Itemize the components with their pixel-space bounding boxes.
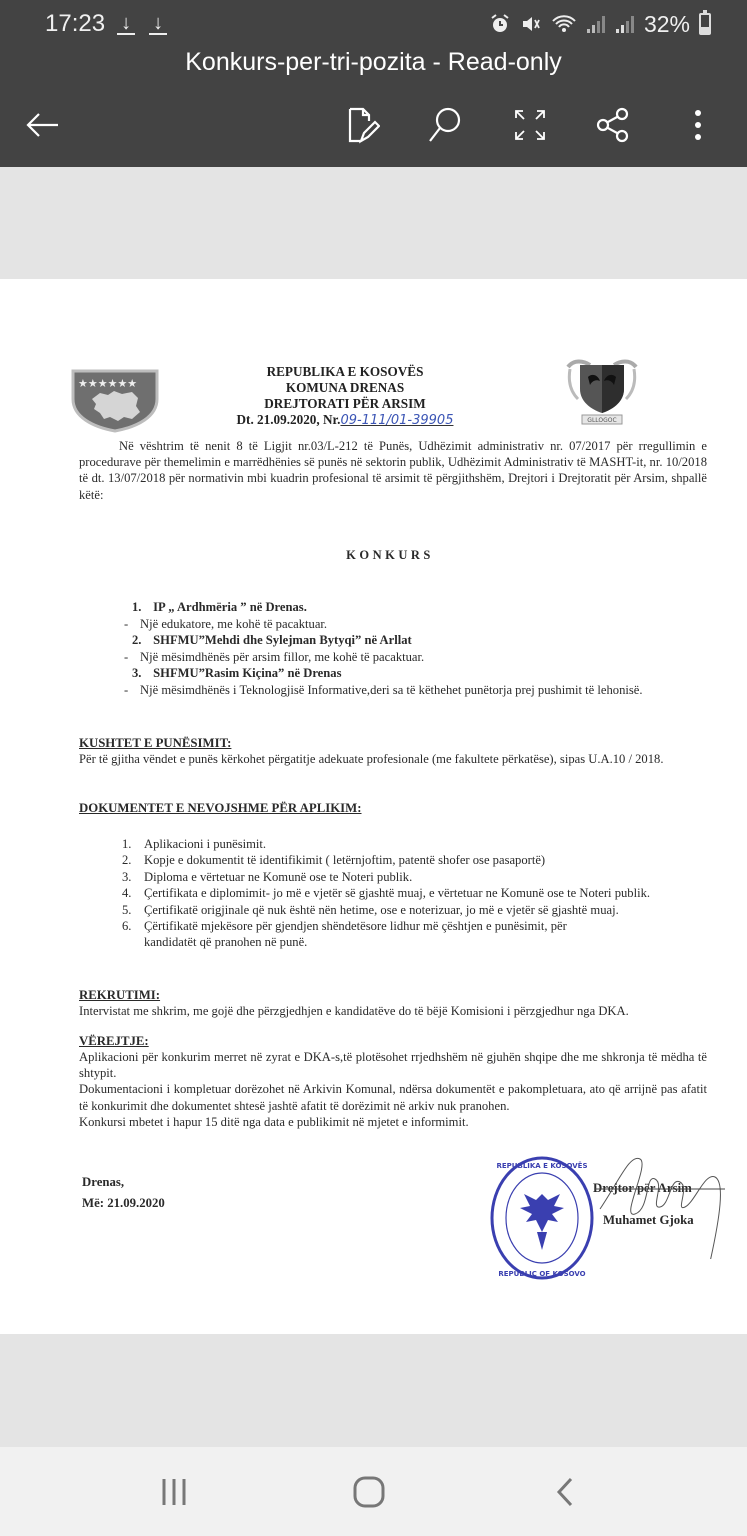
conditions-section xyxy=(79,735,707,767)
notes-paragraph: Konkursi mbetet i hapur 15 ditë nga data e publikimit në mjetet e informimit. xyxy=(79,1114,469,1129)
documents-list-item: 2. Kopje e dokumentit të identifikimit ( letërnjoftim, patentë shofer ose pasaportë) xyxy=(122,853,546,868)
documents-heading: DOKUMENTET E NEVOJSHME PËR APLIKIM: xyxy=(79,801,362,815)
home-icon xyxy=(352,1475,386,1509)
documents-list-item: 6. Çërtifikatë mjekësore për gjendjen shëndetësore lidhur më çështjen e punësimit, për kandidatët që pranohen në punë. xyxy=(122,919,567,950)
document-viewer[interactable] xyxy=(0,167,747,1447)
download-icon: ↓ xyxy=(117,13,135,35)
more-options-icon xyxy=(693,108,703,142)
recent-apps-button[interactable] xyxy=(145,1467,205,1517)
municipality-crest-logo xyxy=(564,357,640,427)
conditions-text: Për të gjitha vëndet e punës kërkohet përgatitje adekuate profesionale (me fakultete përkatëse), sipas U.A.10 / 2018. xyxy=(79,752,664,766)
toolbar xyxy=(0,100,747,150)
status-time: 17:23 xyxy=(45,10,106,37)
svg-text:GLLOGOC: GLLOGOC xyxy=(587,417,617,424)
kosovo-coat-of-arms-logo xyxy=(70,367,160,433)
vibrate-mute-icon xyxy=(520,13,542,35)
battery-percent: 32% xyxy=(643,10,690,37)
back-button[interactable] xyxy=(17,100,67,150)
recent-apps-icon xyxy=(160,1477,190,1507)
konkurs-title: KONKURS xyxy=(346,548,434,562)
notes-paragraph: Dokumentacioni i kompletuar dorëzohet në Arkivin Komunal, ndërsa dokumentët e pakompletuara, ato që arrijnë pas afatit të konkurimit dhe dokumentet shtesë jashtë afatit të dorëzimit në arkiv nuk pranohen. xyxy=(79,1082,707,1113)
documents-list xyxy=(79,836,709,951)
positions-list xyxy=(79,599,709,698)
header-date-number xyxy=(200,412,490,429)
document-page xyxy=(0,279,747,1334)
place-date-block xyxy=(82,1172,165,1214)
documents-list-item: 3. Diploma e vërtetuar ne Komunë ose te Noteri publik. xyxy=(122,869,413,884)
download-icon: ↓ xyxy=(149,13,167,35)
svg-text:REPUBLIC OF KOSOVO: REPUBLIC OF KOSOVO xyxy=(498,1270,586,1278)
notes-paragraph: Aplikacioni për konkurim merret në zyrat e DKA-s,të plotësohet rrjedhshëm në gjuhën shqipe dhe me shkronja të mëdha të shtypit. xyxy=(79,1050,707,1081)
share-button[interactable] xyxy=(588,100,638,150)
header-republic: REPUBLIKA E KOSOVËS xyxy=(266,364,424,379)
documents-list-item: 5. Çertifikatë origjinale që nuk është nën hetime, ose e noterizuar, jo më e vjetër së gjashtë muaj. xyxy=(122,902,619,917)
wifi-icon xyxy=(551,13,577,35)
document-header xyxy=(200,364,490,429)
search-button[interactable] xyxy=(420,100,470,150)
header-municipality: KOMUNA DRENAS xyxy=(285,380,405,395)
position-description: - Një mësimdhënës për arsim fillor, me kohë të pacaktuar. xyxy=(124,649,425,664)
home-button[interactable] xyxy=(339,1467,399,1517)
svg-text:REPUBLIKA E KOSOVËS: REPUBLIKA E KOSOVËS xyxy=(496,1162,588,1170)
document-title: Konkurs-per-tri-pozita - Read-only xyxy=(185,48,562,76)
position-title: 1. IP „ Ardhmëria ” në Drenas. xyxy=(132,600,307,614)
signatory-name: Muhamet Gjoka xyxy=(603,1213,694,1227)
alarm-icon xyxy=(489,13,511,35)
recruitment-section xyxy=(79,987,707,1019)
battery-icon xyxy=(699,13,711,35)
documents-list-item: 4. Çertifikata e diplomimit- jo më e vjetër së gjashtë muaj, e vërtetuar ne Komunë ose te Noteri publik. xyxy=(122,886,651,901)
more-options-button[interactable] xyxy=(673,100,723,150)
position-item xyxy=(79,665,709,698)
fullscreen-button[interactable] xyxy=(505,100,555,150)
status-bar xyxy=(45,8,711,40)
header-date: Dt. 21.09.2020, Nr. xyxy=(236,412,341,427)
share-icon xyxy=(595,107,631,143)
edit-document-icon xyxy=(346,106,380,144)
header-directorate: DREJTORATI PËR ARSIM xyxy=(264,396,426,411)
svg-text:★★★★★★: ★★★★★★ xyxy=(78,377,138,390)
app-bar xyxy=(0,0,747,167)
handwritten-signature xyxy=(590,1149,740,1259)
system-navigation-bar xyxy=(0,1447,747,1536)
status-icons xyxy=(489,11,711,38)
back-nav-icon xyxy=(555,1476,575,1508)
position-description: - Një mësimdhënës i Teknologjisë Informative,deri sa të këthehet punëtorja prej pushimit të lehonisë. xyxy=(124,682,643,697)
back-icon xyxy=(24,110,60,140)
handwritten-protocol-number: 09-111/01-39905 xyxy=(340,413,454,428)
search-icon xyxy=(427,106,463,144)
position-title: 2. SHFMU”Mehdi dhe Sylejman Bytyqi” në Arllat xyxy=(132,633,412,647)
signal-icon xyxy=(586,13,606,35)
notes-heading: VËREJTJE: xyxy=(79,1034,149,1048)
place: Drenas, xyxy=(82,1175,125,1189)
documents-list-item: 1. Aplikacioni i punësimit. xyxy=(122,837,267,851)
official-stamp xyxy=(487,1154,597,1282)
signal-icon xyxy=(615,13,635,35)
back-nav-button[interactable] xyxy=(535,1467,595,1517)
position-description: - Një edukatore, me kohë të pacaktuar. xyxy=(124,616,328,631)
fullscreen-icon xyxy=(513,108,547,142)
notes-section xyxy=(79,1033,707,1130)
intro-paragraph: Në vështrim të nenit 8 të Ligjit nr.03/L-212 të Punës, Udhëzimit administrativ nr. 07/2017 për rregullimin e procedurave për themelimin e marrëdhënies së punës në sektorin publik, Udhëzimit Administrativ të MASHT-it, nr. 10/2018 të dt. 13/07/2018 për normativin mbi kuadrin profesional të arsimit të përgjithshëm, Drejtori i Drejtoratit për Arsim, shpallë këtë: xyxy=(79,439,707,502)
date: Më: 21.09.2020 xyxy=(82,1196,165,1210)
conditions-heading: KUSHTET E PUNËSIMIT: xyxy=(79,736,232,750)
position-item xyxy=(79,599,709,632)
position-item xyxy=(79,632,709,665)
recruitment-text: Intervistat me shkrim, me gojë dhe përzgjedhjen e kandidatëve do të bëjë Komisioni i përzgjedhur nga DKA. xyxy=(79,1004,629,1018)
signatory-title: Drejtor për Arsim xyxy=(593,1181,692,1195)
recruitment-heading: REKRUTIMI: xyxy=(79,988,161,1002)
position-title: 3. SHFMU”Rasim Kiçina” në Drenas xyxy=(132,666,342,680)
edit-button[interactable] xyxy=(338,100,388,150)
